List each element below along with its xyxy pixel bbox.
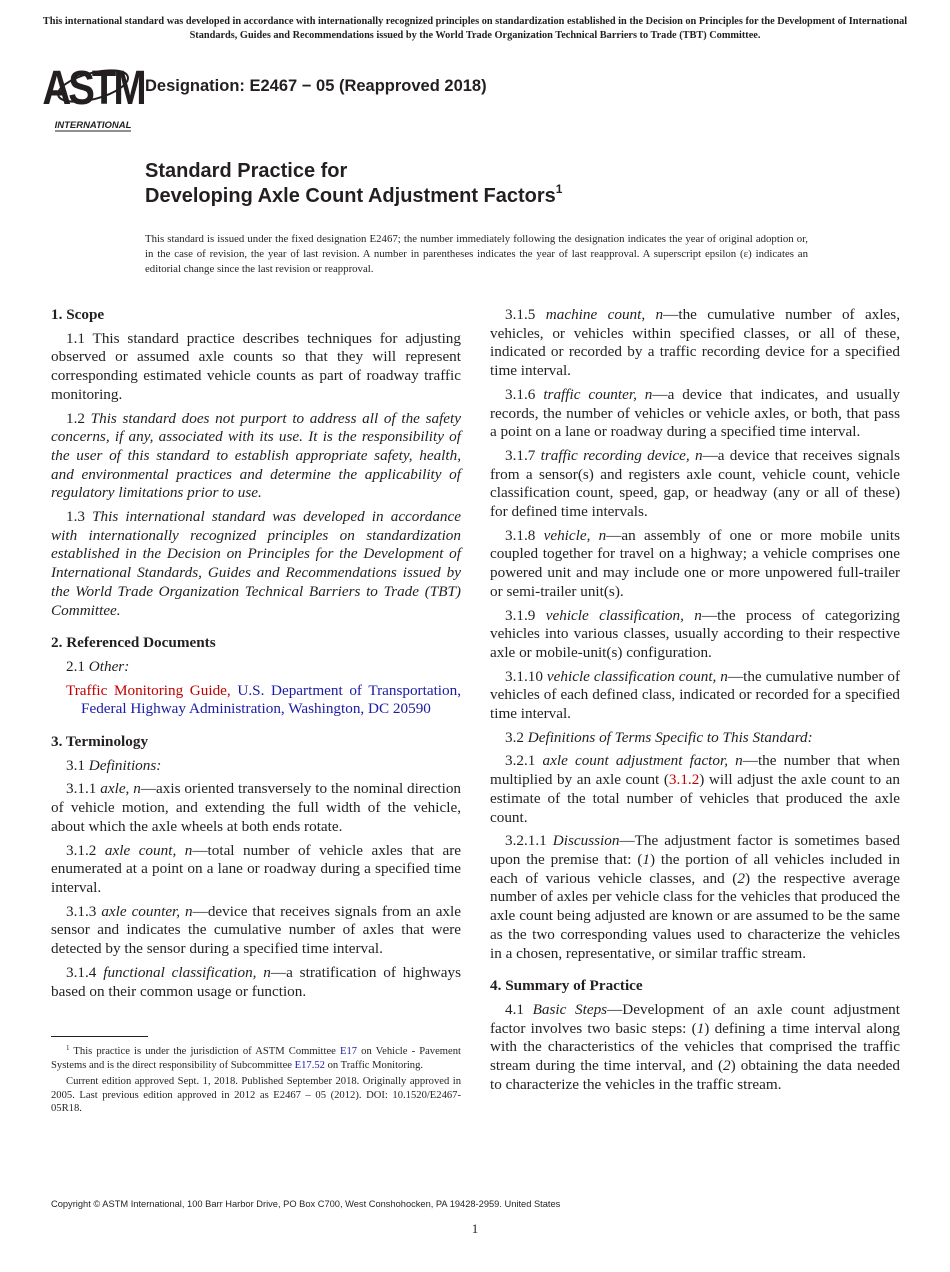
svg-text:INTERNATIONAL: INTERNATIONAL (54, 120, 132, 131)
text-segment: ) the respective average number of axles per vehicle class for the vehicles that produced the axle count being adjusted are known or are assumed to be the same as the two corresponding values used to characterize the vehicles in a chosen, representative, or similar traffic stream. (490, 869, 900, 962)
text-segment: axle, n (100, 780, 141, 798)
text-segment: This practice is under the jurisdiction of ASTM Committee (69, 1046, 340, 1057)
text-segment: on Vehicle - Pavement Systems and is the direct responsibility of Subcommittee (51, 1046, 461, 1071)
text-segment: axle count adjustment factor, n (542, 752, 743, 770)
text-segment: This international standard was developed in accordance with internationally recognized principles on standardization established in the Decision on Principles for the Development of International Standards, Guides and Recommendations issued by the World Trade Organization Technical Barriers to Trade (TBT) Committee. (51, 508, 462, 619)
paragraph (490, 447, 900, 522)
footnote-ref[interactable]: 1 (555, 182, 563, 196)
page-title (145, 159, 562, 209)
text-segment: —axis oriented transversely to the nominal direction of vehicle motion, and extending the full width of the vehicle, about which the axle wheels at both ends rotate. (51, 780, 462, 835)
text-segment: 3.1.9 (505, 606, 546, 624)
text-segment: This standard does not purport to address all of the safety concerns, if any, associated with its use. It is the responsibility of the user of this standard to establish appropriate safety, health, and environmental practices and determine the applicability of regulatory limitations prior to use. (51, 409, 462, 502)
text-segment: 4.1 (505, 1000, 533, 1018)
svg-text:ASTM: ASTM (42, 61, 144, 115)
title-line-1: Standard Practice for (145, 160, 348, 182)
text-segment: —an assembly of one or more mobile units coupled together for travel on a highway; a vehicle comprises one powered unit and may include one or more unpowered full-trailer or semi-trailer unit(s). (490, 526, 901, 600)
text-segment: 3.1.7 (505, 446, 541, 464)
text-segment: —a stratification of highways based on their common usage or function. (51, 963, 461, 1000)
text-segment: vehicle classification, n (545, 606, 702, 624)
text-segment: Other: (88, 657, 130, 675)
paragraph (490, 729, 900, 748)
paragraph (490, 752, 900, 827)
text-segment: Discussion (552, 832, 620, 850)
text-segment: 2 (737, 869, 745, 887)
paragraph (51, 330, 461, 405)
text-segment: —device that receives signals from an axle sensor and indicates the cumulative number of axles that were detected by the sensor during a specified time interval. (51, 902, 461, 958)
text-segment: ) obtaining the data needed to characterize the vehicles in the traffic stream. (490, 1057, 900, 1093)
link[interactable]: U.S. Department of Transportation, Federal Highway Administration, Washington, DC 20590 (81, 681, 461, 718)
section-heading: 2. Referenced Documents (51, 634, 216, 652)
footnotes (51, 1045, 461, 1119)
paragraph (51, 842, 461, 898)
designation: Designation: E2467 − 05 (Reapproved 2018) (145, 77, 487, 95)
text-segment: 1.2 (66, 409, 91, 427)
text-segment: traffic counter, n (543, 385, 653, 403)
section-heading: 1. Scope (51, 306, 105, 323)
text-segment: 3.1.2 (66, 841, 105, 859)
text-segment: 1 (696, 1019, 705, 1037)
paragraph (490, 306, 900, 381)
text-segment: Definitions of Terms Specific to This Standard: (527, 728, 813, 746)
text-segment: ) the portion of all vehicles included in each of various vehicle classes, and ( (490, 850, 900, 887)
text-segment: Current edition approved Sept. 1, 2018. Published September 2018. Originally approved in 2005. Last previous edition approved in 2012 as E2467 – 05 (2012). DOI: 10.1520/E2467-05R18. (51, 1076, 461, 1115)
paragraph (51, 903, 461, 959)
paragraph (490, 668, 900, 724)
text-segment: —Development of an axle count adjustment factor involves two basic steps: ( (490, 1000, 900, 1037)
text-segment: 3.1.1 (66, 780, 101, 798)
footnote (51, 1075, 461, 1116)
paragraph (490, 527, 900, 602)
title-text: Developing Axle Count Adjustment Factors (145, 185, 556, 207)
paragraph (51, 658, 461, 677)
astm-logo (42, 56, 144, 132)
text-segment: 3.1.4 (66, 963, 104, 981)
paragraph (51, 410, 461, 504)
text-segment: axle count, n (104, 841, 193, 859)
text-segment: —The adjustment factor is sometimes based upon the premise that: ( (490, 832, 901, 868)
right-column (490, 306, 900, 1099)
text-segment: 1.3 (66, 508, 93, 526)
text-segment: traffic recording device, n (540, 446, 703, 464)
text-segment: ) defining a time interval along with the characteristics of the vehicles that comprised the traffic stream during the time interval, and ( (490, 1019, 900, 1075)
paragraph (490, 386, 900, 442)
paragraph (51, 964, 461, 1001)
paragraph (51, 780, 461, 836)
footnote (51, 1045, 461, 1072)
text-segment: ) will adjust the axle count to an estimate of the total number of vehicles that produced the axle count. (490, 771, 900, 826)
text-segment: 3.2 (505, 728, 528, 746)
abstract: This standard is issued under the fixed designation E2467; the number immediately following the designation indicates the year of original adoption or, in the case of revision, the year of last revision. A number in parentheses indicates the year of last reapproval. A superscript epsilon (ε) indicates an editorial change since the last revision or reapproval. (145, 233, 808, 275)
text-segment: —the process of categorizing vehicles into various classes, usually according to their respective axle or mobile-unit(s) configuration. (490, 606, 901, 661)
text-segment: —the number that when multiplied by an axle count ( (490, 752, 900, 789)
header-notice: This international standard was developed in accordance with internationally recognized principles on standardization established in the Decision on Principles for the Development of International Standards, Guides and Recommendations issued by the World Trade Organization Technical Barriers to Trade (TBT) Committee. (42, 16, 908, 41)
page-number: 1 (471, 1221, 479, 1236)
text-segment: —the cumulative number of vehicles of each defined class, indicated or recorded for a specified time interval. (490, 667, 901, 723)
text-segment: Basic Steps (532, 1000, 608, 1018)
text-segment: 3.1.8 (505, 526, 544, 544)
text-segment: vehicle classification count, n (546, 667, 728, 685)
paragraph (51, 508, 461, 620)
text-segment: 2.1 (66, 657, 89, 675)
footnote-divider (51, 1036, 148, 1037)
link[interactable]: E17.52 (294, 1059, 325, 1071)
text-segment: —a device that indicates, and usually records, the number of vehicles or vehicle axles, or both, that pass a point on a lane or roadway during a specified time interval. (490, 385, 900, 441)
section-heading: 4. Summary of Practice (490, 977, 643, 995)
text-segment: 3.1.5 (505, 306, 546, 323)
text-segment: 2 (723, 1057, 731, 1075)
text-segment: —the cumulative number of axles, vehicles, or vehicles within specified classes, or all of these, indicated or recorded by a traffic recording device for a specified time interval. (490, 306, 901, 380)
left-column (51, 306, 461, 1006)
text-segment: —a device that receives signals from a sensor(s) and registers axle count, vehicle count, vehicle classification count, speed, gap, or headway (any or all of these) for defined time intervals. (490, 446, 901, 521)
footnote-number: 1 (66, 1044, 70, 1052)
text-segment: 3.2.1 (505, 752, 543, 770)
text-segment: vehicle, n (543, 526, 607, 544)
text-segment: axle counter, n (101, 902, 193, 920)
text-segment: Definitions: (88, 756, 162, 774)
text-segment: 3.1.10 (505, 667, 547, 685)
paragraph (490, 832, 900, 963)
link[interactable]: E17 (339, 1046, 358, 1057)
text-segment: on Traffic Monitoring. (324, 1059, 424, 1071)
text-segment: 3.1.3 (66, 902, 102, 920)
link[interactable]: Traffic Monitoring Guide, (66, 681, 231, 699)
text-segment: 3.1 (66, 756, 89, 774)
text-segment: 3.1.6 (505, 385, 544, 403)
text-segment: 3.2.1.1 (505, 832, 553, 850)
title-line-2 (145, 184, 562, 209)
text-segment: machine count, n (545, 306, 664, 323)
text-segment: functional classification, n (103, 963, 271, 981)
text-segment: 1 (642, 850, 650, 868)
section-heading: 3. Terminology (51, 733, 149, 751)
paragraph (51, 757, 461, 776)
paragraph (490, 1001, 900, 1095)
copyright: Copyright © ASTM International, 100 Barr Harbor Drive, PO Box C700, West Conshohocken, PA 19428-2959. United States (51, 1199, 561, 1209)
text-segment: —total number of vehicle axles that are enumerated at a point on a lane or roadway during a specified time interval. (51, 841, 461, 896)
text-segment: 1.1 This standard practice describes techniques for adjusting observed or assumed axle counts so that they will represent corresponding estimated vehicle counts as part of roadway traffic monitoring. (51, 329, 461, 403)
link[interactable]: 3.1.2 (668, 771, 700, 789)
reference-entry (51, 682, 461, 719)
paragraph (490, 607, 900, 663)
